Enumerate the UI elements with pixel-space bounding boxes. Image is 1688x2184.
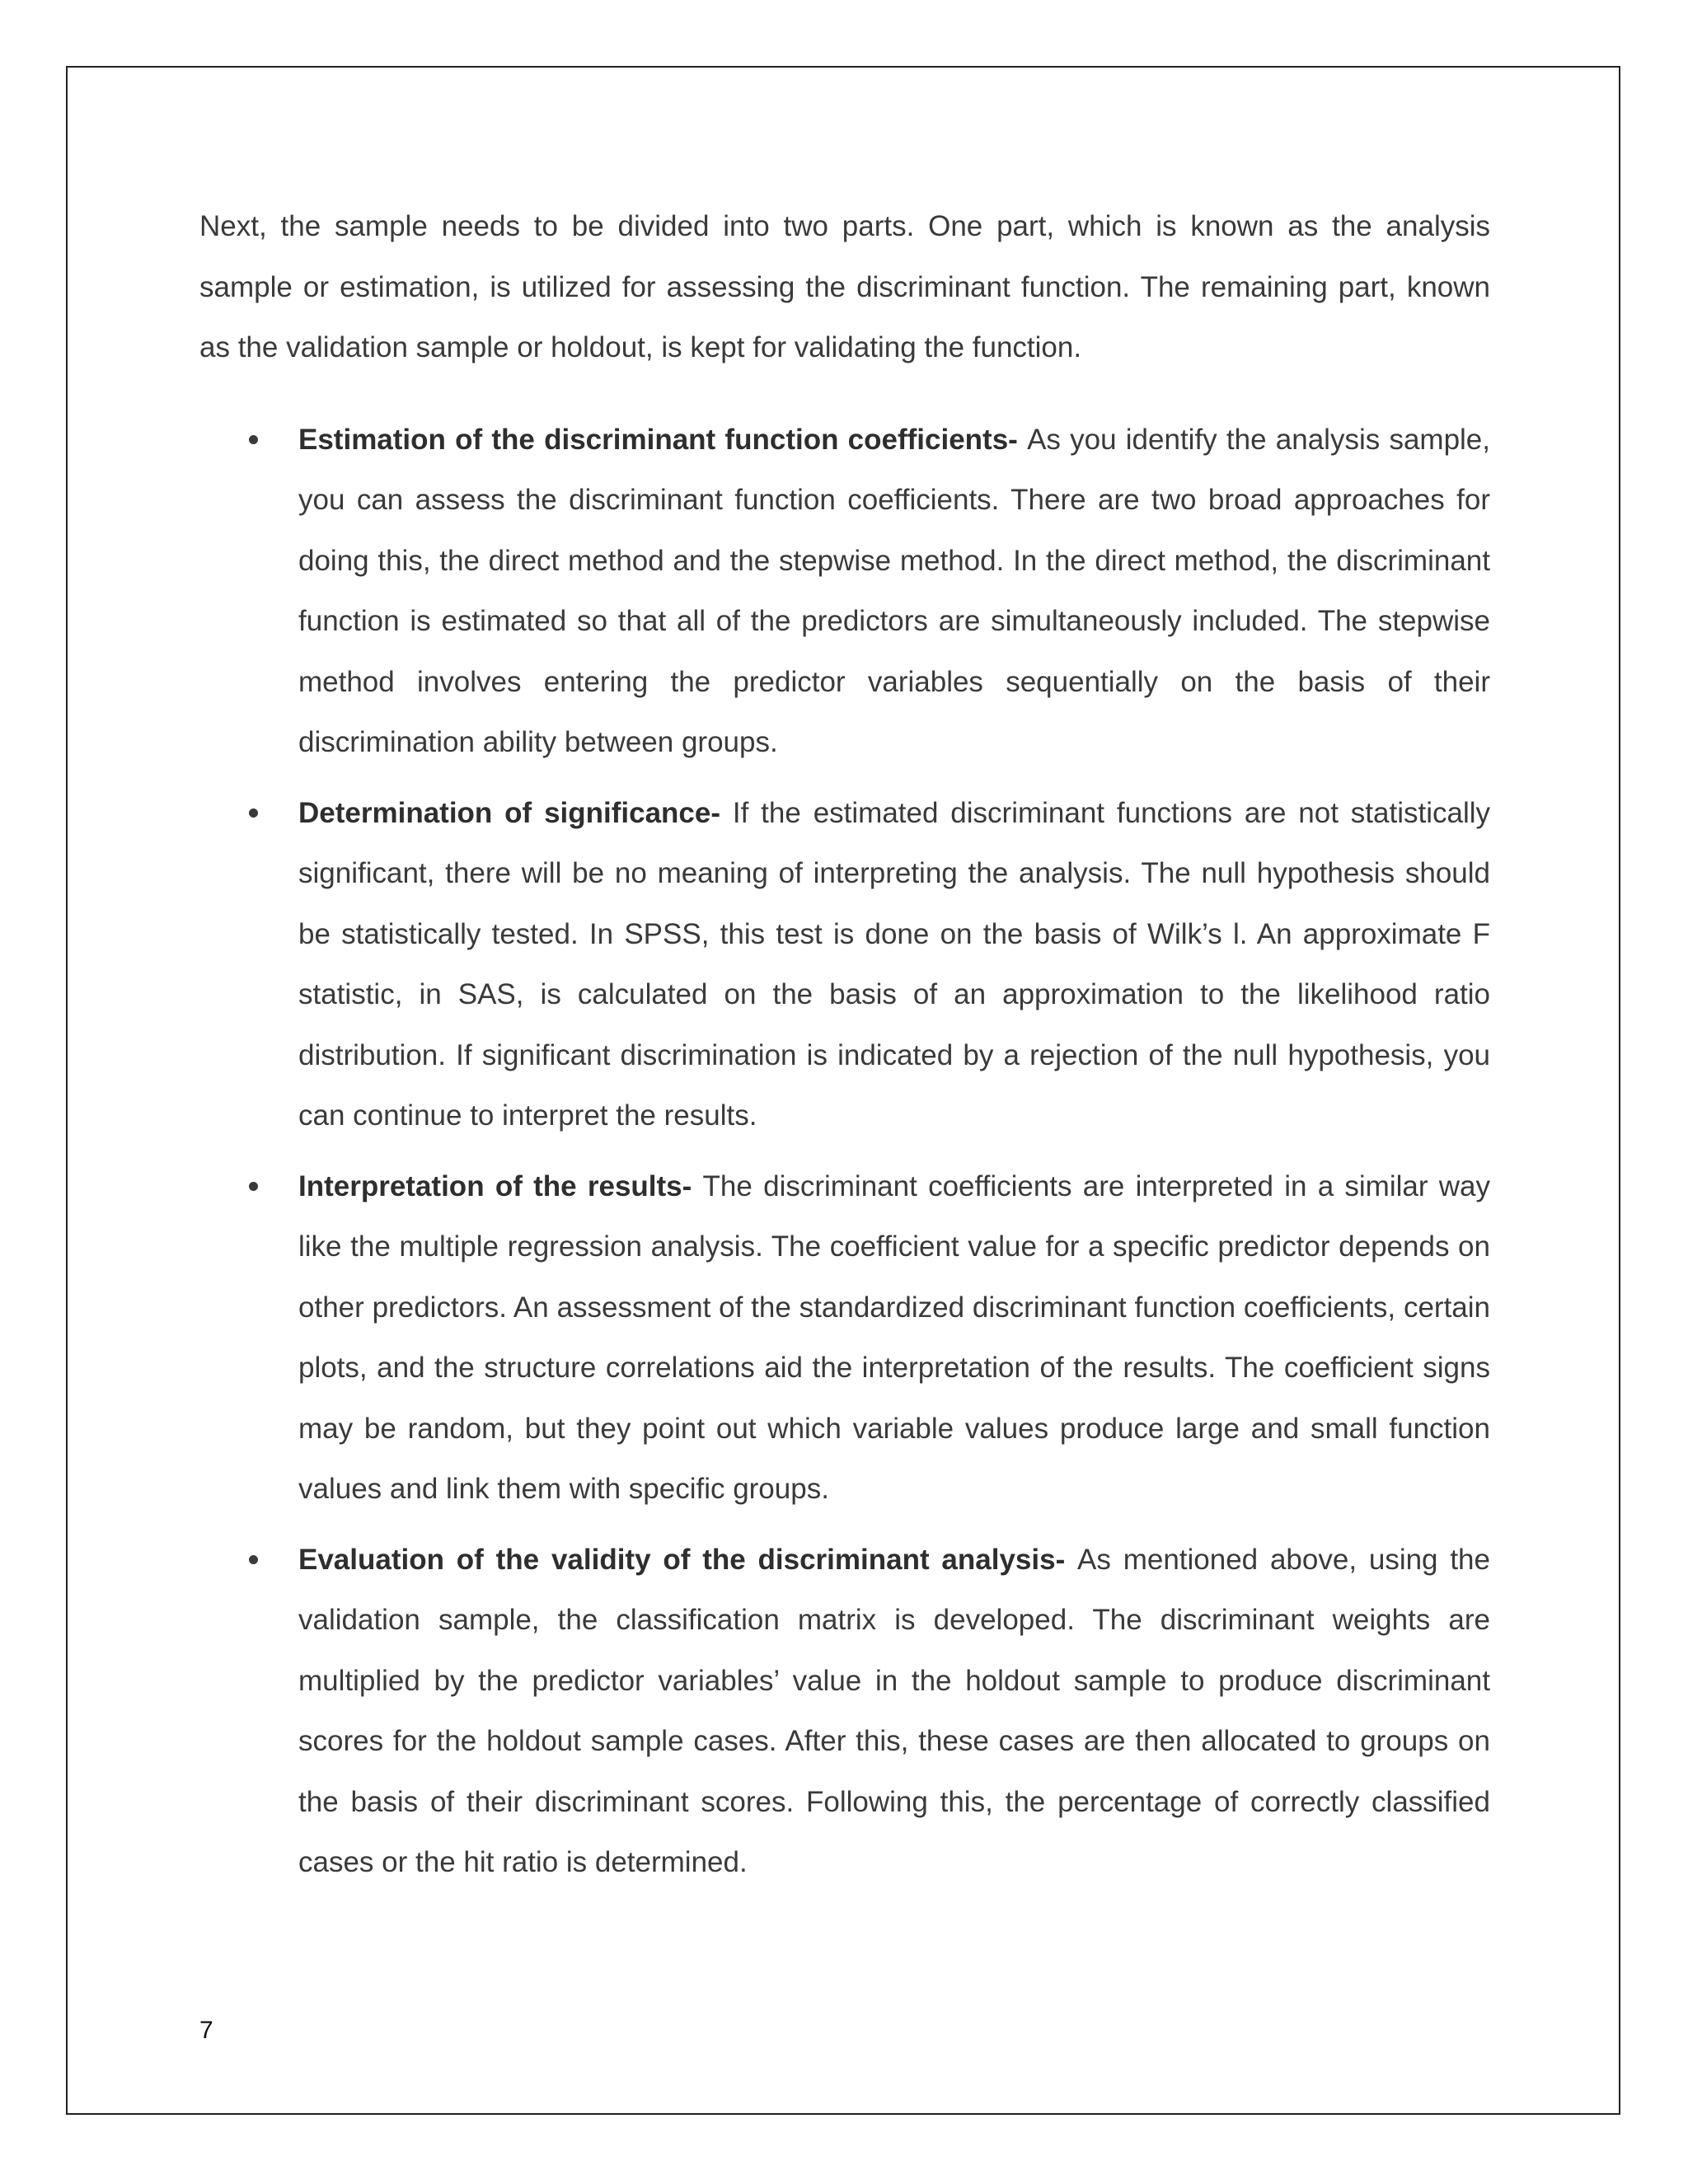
- bullet-item-validity: [199, 1530, 1490, 1893]
- bullet-item-interpretation: [199, 1156, 1490, 1520]
- bullet-text: As mentioned above, using the validation sample, the classification matrix is developed. The discriminant weights are multiplied by the predictor variables’ value in the holdout sample to produce discriminant scores for the holdout sample cases. After this, these cases are then allocated to groups on the basis of their discriminant scores. Following this, the percentage of correctly classified cases or the hit ratio is determined.: [298, 1543, 1490, 1878]
- bullet-heading: Determination of significance-: [298, 796, 733, 829]
- bullet-heading: Evaluation of the validity of the discriminant analysis-: [298, 1543, 1078, 1576]
- bullet-icon: [249, 435, 258, 444]
- bullet-list: [199, 410, 1490, 1893]
- bullet-item-significance: [199, 783, 1490, 1146]
- bullet-icon: [249, 808, 258, 818]
- bullet-item-estimation: [199, 410, 1490, 773]
- page-number: 7: [199, 2017, 213, 2044]
- bullet-heading: Estimation of the discriminant function coefficients-: [298, 423, 1028, 456]
- bullet-icon: [249, 1555, 258, 1564]
- bullet-text: The discriminant coefficients are interpreted in a similar way like the multiple regression analysis. The coefficient value for a specific predictor depends on other predictors. An assessment of the standardized discriminant function coefficients, certain plots, and the structure correlations aid the interpretation of the results. The coefficient signs may be random, but they point out which variable values produce large and small function values and link them with specific groups.: [298, 1169, 1490, 1505]
- bullet-icon: [249, 1182, 258, 1191]
- bullet-text: If the estimated discriminant functions are not statistically significant, there will be no meaning of interpreting the analysis. The null hypothesis should be statistically tested. In SPSS, this test is done on the basis of Wilk’s l. An approximate F statistic, in SAS, is calculated on the basis of an approximation to the likelihood ratio distribution. If significant discrimination is indicated by a rejection of the null hypothesis, you can continue to interpret the results.: [298, 796, 1490, 1132]
- document-body: [199, 196, 1490, 1903]
- bullet-heading: Interpretation of the results-: [298, 1169, 703, 1202]
- bullet-text: As you identify the analysis sample, you can assess the discriminant function coefficients. There are two broad approaches for doing this, the direct method and the stepwise method. In the direct method, the discriminant function is estimated so that all of the predictors are simultaneously included. The stepwise method involves entering the predictor variables sequentially on the basis of their discrimination ability between groups.: [298, 423, 1490, 758]
- intro-paragraph: Next, the sample needs to be divided into two parts. One part, which is known as the analysis sample or estimation, is utilized for assessing the discriminant function. The remaining part, known as the validation sample or holdout, is kept for validating the function.: [199, 210, 1490, 363]
